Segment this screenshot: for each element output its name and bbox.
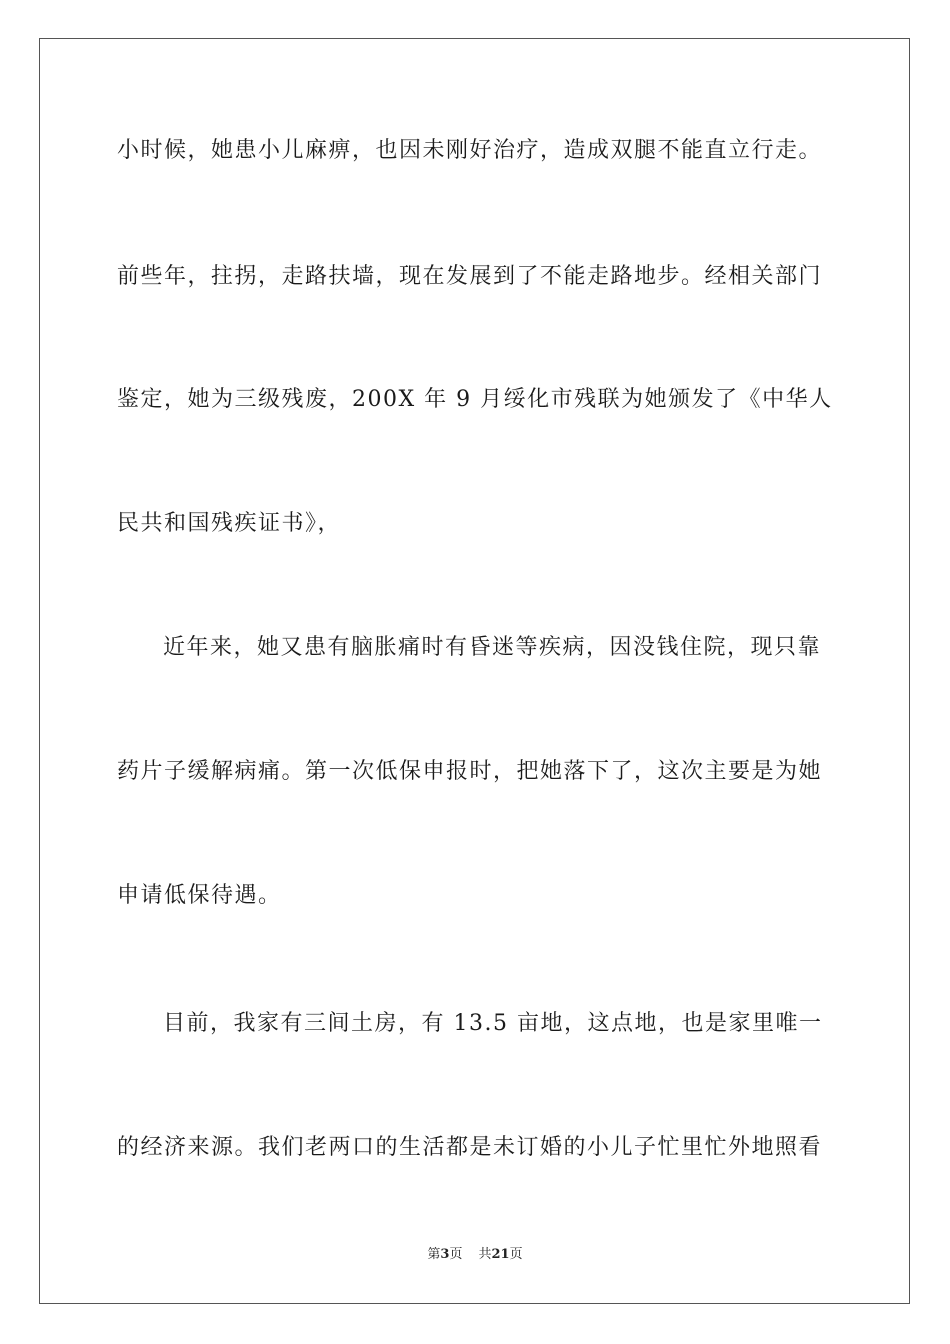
page-border [39, 38, 910, 1304]
text-line-1: 小时候，她患小儿麻痹，也因未刚好治疗，造成双腿不能直立行走。 [117, 138, 823, 163]
text-line-6: 药片子缓解病痛。第一次低保申报时，把她落下了，这次主要是为她 [117, 759, 823, 784]
text-line-5: 近年来，她又患有脑胀痛时有昏迷等疾病，因没钱住院，现只靠 [163, 635, 822, 660]
total-pages: 21 [491, 1247, 510, 1262]
total-suffix: 页 [509, 1247, 523, 1262]
text-line-8: 目前，我家有三间土房，有 13.5 亩地，这点地，也是家里唯一 [163, 1011, 823, 1036]
text-line-7: 申请低保待遇。 [117, 883, 282, 908]
page-prefix: 第 [427, 1247, 441, 1262]
total-prefix: 共 [478, 1247, 492, 1262]
page-suffix: 页 [449, 1247, 463, 1262]
page-number: 3 [440, 1247, 450, 1262]
text-line-3: 鉴定，她为三级残废，200X 年 9 月绥化市残联为她颁发了《中华人 [117, 387, 833, 412]
text-line-9: 的经济来源。我们老两口的生活都是未订婚的小儿子忙里忙外地照看 [117, 1135, 823, 1160]
text-line-2: 前些年，拄拐，走路扶墙，现在发展到了不能走路地步。经相关部门 [117, 264, 823, 289]
page-footer [0, 1246, 950, 1264]
text-line-4: 民共和国残疾证书》， [117, 511, 342, 536]
